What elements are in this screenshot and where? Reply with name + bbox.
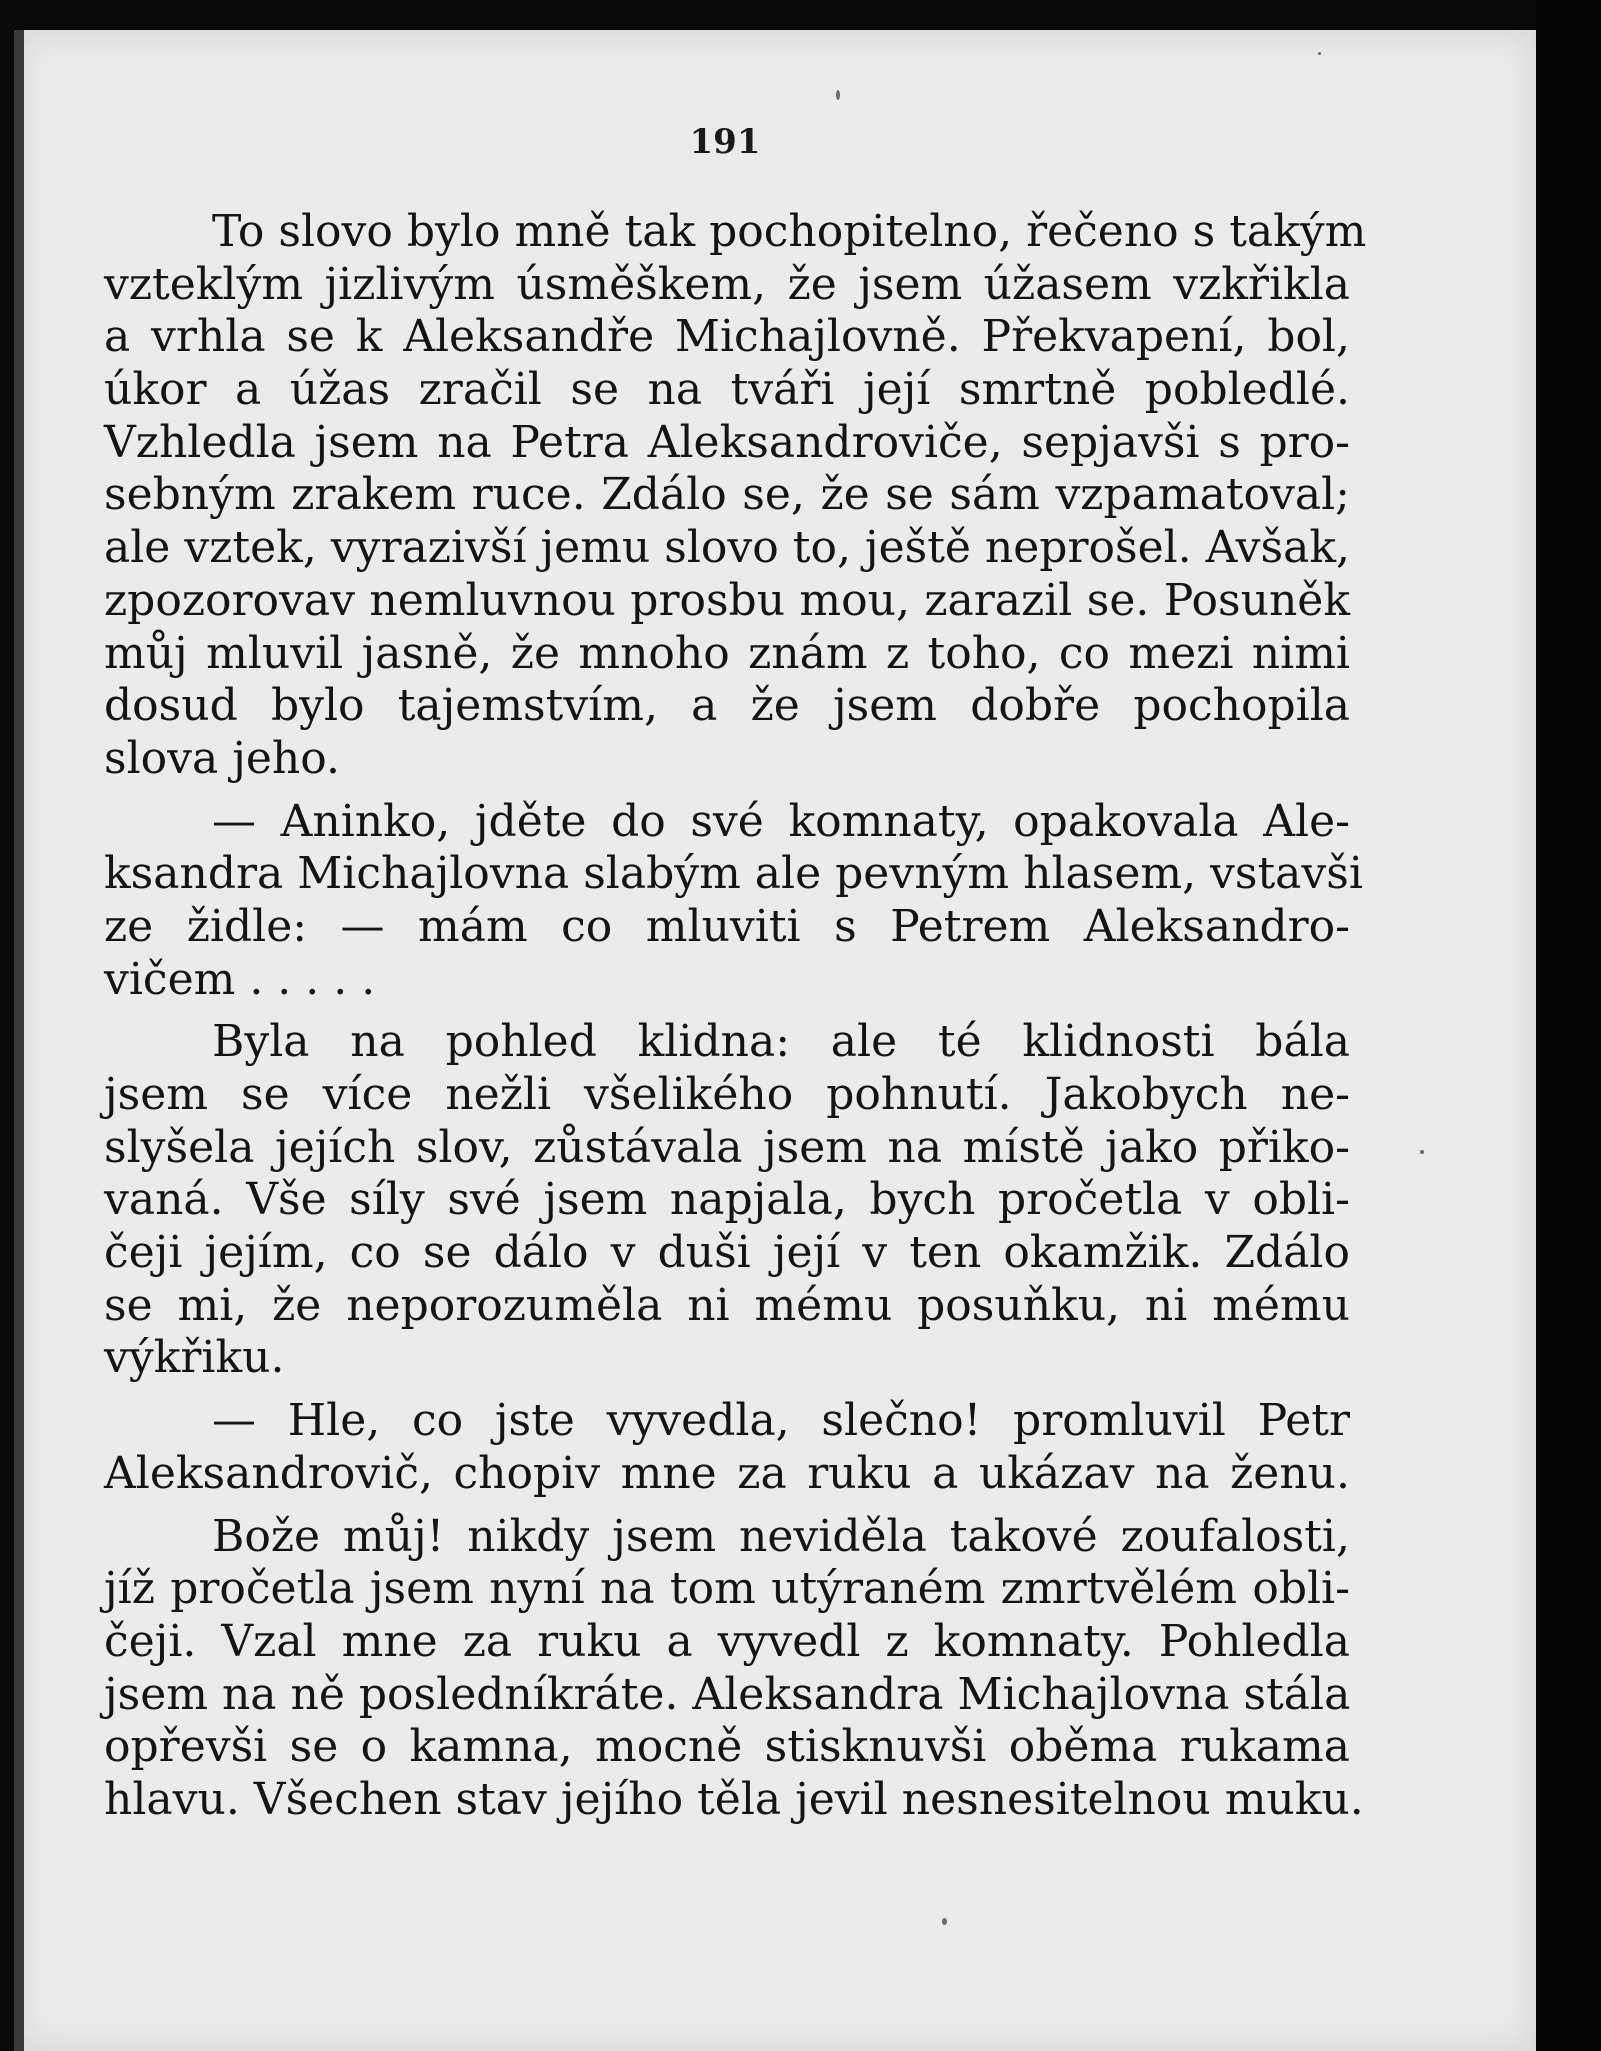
text-line: vaná. Vše síly své jsem napjala, bych pročetla v obli- (104, 1174, 1350, 1226)
text-line: Byla na pohled klidna: ale té klidnosti bála (212, 1016, 1350, 1068)
text-line: můj mluvil jasně, že mnoho znám z toho, co mezi nimi (104, 627, 1350, 679)
paper-speck (1420, 1150, 1424, 1154)
text-line: a vrhla se k Aleksandře Michajlovně. Překvapení, bol, (104, 311, 1350, 363)
text-line: opřevši se o kamna, mocně stisknuvši oběma rukama (104, 1721, 1350, 1773)
text-line: Aleksandrovič, chopiv mne za ruku a ukázav na ženu. (104, 1447, 1350, 1499)
text-line: ksandra Michajlovna slabým ale pevným hlasem, vstavši (104, 848, 1363, 900)
text-line: vičem . . . . . (104, 953, 376, 1005)
text-line: jsem na ně posledníkráte. Aleksandra Michajlovna stála (104, 1668, 1351, 1720)
text-line: hlavu. Všechen stav jejího těla jevil nesnesitelnou muku. (104, 1773, 1364, 1825)
text-line: čeji. Vzal mne za ruku a vyvedl z komnaty. Pohledla (104, 1615, 1350, 1667)
text-line: To slovo bylo mně tak pochopitelno, řečeno s takým (212, 206, 1367, 257)
text-line: zpozorovav nemluvnou prosbu mou, zarazil se. Posuněk (104, 574, 1350, 626)
page-gutter-shadow (14, 30, 24, 2051)
text-line: jíž pročetla jsem nyní na tom utýraném zmrtvělém obli- (104, 1563, 1350, 1615)
scan-border-right (1536, 0, 1601, 2051)
text-line: čeji jejím, co se dálo v duši její v ten okamžik. Zdálo (104, 1227, 1350, 1279)
text-line: výkřiku. (104, 1332, 285, 1384)
text-line: ze židle: — mám co mluviti s Petrem Aleksandro- (104, 900, 1350, 952)
text-line: sebným zrakem ruce. Zdálo se, že se sám vzpamatoval; (104, 469, 1350, 521)
text-line: — Aninko, jděte do své komnaty, opakovala Ale- (212, 795, 1350, 847)
paper-speck (942, 1918, 947, 1925)
paper-speck (836, 90, 840, 100)
page-number: 191 (689, 122, 761, 162)
text-line: Bože můj! nikdy jsem neviděla takové zoufalosti, (212, 1510, 1350, 1562)
text-line: ale vztek, vyrazivší jemu slovo to, ještě neprošel. Avšak, (104, 522, 1350, 574)
body-text (104, 206, 1367, 1827)
text-line: jsem se více nežli všelikého pohnutí. Jakobych ne- (104, 1069, 1350, 1120)
text-line: dosud bylo tajemstvím, a že jsem dobře pochopila (104, 680, 1350, 732)
text-line: — Hle, co jste vyvedla, slečno! promluvil Petr (212, 1395, 1350, 1447)
text-line: vzteklým jizlivým úsměškem, že jsem úžasem vzkřikla (104, 258, 1350, 310)
text-line: úkor a úžas zračil se na tváři její smrtně pobledlé. (104, 364, 1350, 416)
text-line: slova jeho. (104, 732, 340, 784)
paper-speck (1318, 52, 1321, 55)
text-line: se mi, že neporozuměla ni mému posuňku, ni mému (104, 1279, 1350, 1331)
text-line: Vzhledla jsem na Petra Aleksandroviče, sepjavši s pro- (104, 416, 1350, 468)
text-line: slyšela jejích slov, zůstávala jsem na místě jako přiko- (104, 1121, 1350, 1173)
